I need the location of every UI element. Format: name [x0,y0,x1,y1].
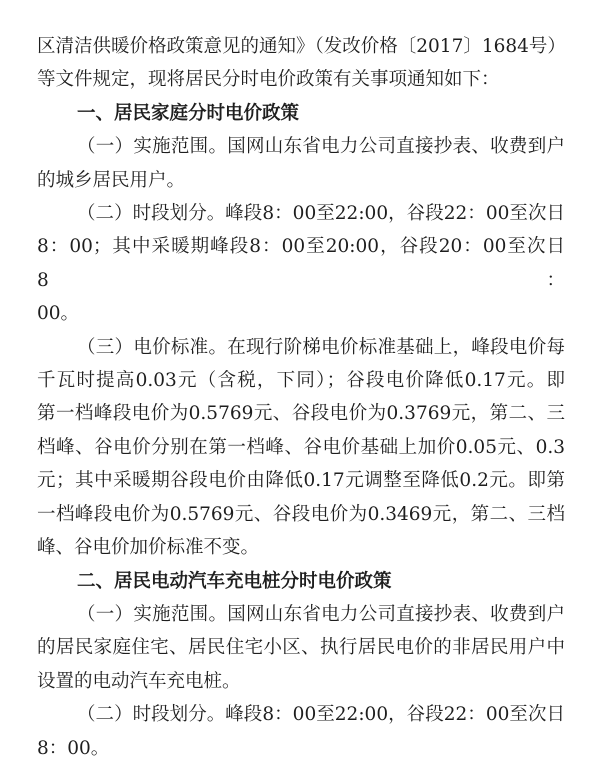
text-line: 8：00。 [37,737,110,759]
text-line: （三）电价标准。在现行阶梯电价标准基础上，峰段电价每 [77,336,565,358]
text-line: 的居民家庭住宅、居民住宅小区、执行居民电价的非居民用户中 [37,637,565,659]
text-line: （一）实施范围。国网山东省电力公司直接抄表、收费到户 [77,136,565,158]
text-line: 区清洁供暖价格政策意见的通知》（发改价格〔2017〕1684号） [37,36,566,57]
text-line: （一）实施范围。国网山东省电力公司直接抄表、收费到户 [77,603,565,625]
text-line: （二）时段划分。峰段8：00至22:00，谷段22：00至次日 [77,704,565,726]
text-line: 8：00；其中采暖期峰段8：00至20:00，谷段20：00至次日8： [37,236,565,291]
text-line: 峰、谷电价加价标准不变。 [37,537,260,559]
section-heading: 一、居民家庭分时电价政策 [77,102,300,124]
text-line: 等文件规定，现将居民分时电价政策有关事项通知如下： [37,69,500,91]
text-line: 第一档峰段电价为0.5769元、谷段电价为0.3769元，第二、三 [37,403,565,425]
text-line: 元；其中采暖期谷段电价由降低0.17元调整至降低0.2元。即第 [37,470,565,492]
text-line: 00。 [37,303,80,325]
text-line: 的城乡居民用户。 [37,169,186,191]
text-line: 档峰、谷电价分别在第一档峰、谷电价基础上加价0.05元、0.3 [37,436,565,458]
document-body [37,30,565,765]
section-heading: 二、居民电动汽车充电桩分时电价政策 [77,570,392,592]
text-line: 一档峰段电价为0.5769元、谷段电价为0.3469元，第二、三档 [37,503,565,525]
text-line: 千瓦时提高0.03元（含税，下同）；谷段电价降低0.17元。即 [37,370,565,392]
text-line: 设置的电动汽车充电桩。 [37,670,241,692]
text-line: （二）时段划分。峰段8：00至22:00，谷段22：00至次日 [77,203,565,225]
